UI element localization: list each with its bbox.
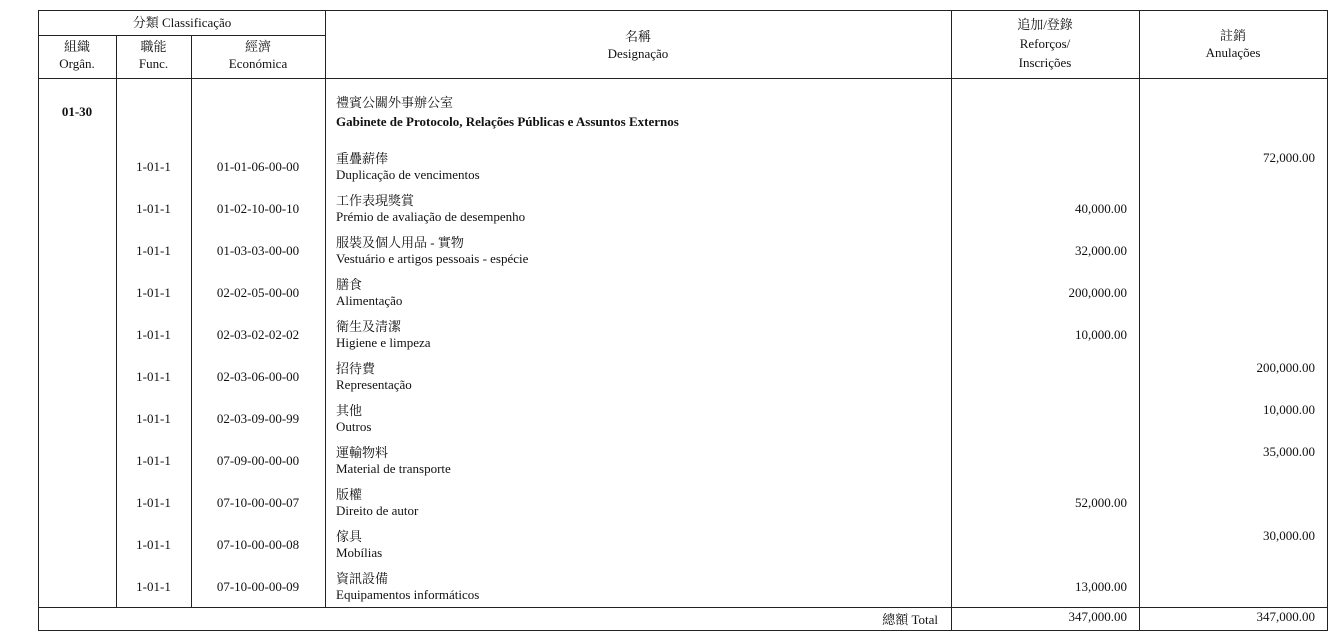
organ-header (38, 38, 116, 72)
econ-code: 07-10-00-00-08 (216, 537, 300, 552)
econ-code: 07-10-00-00-07 (216, 495, 300, 510)
organ-header-pt: Orgân. (59, 56, 95, 71)
reforcos-header-pt2: Inscrições (1018, 55, 1072, 70)
econ-code: 02-03-02-02-02 (216, 327, 300, 342)
anulacoes-header (1139, 27, 1327, 61)
designation-zh: 資訊設備 (336, 571, 389, 586)
func-header-pt: Func. (138, 56, 169, 71)
column-divider (116, 35, 117, 607)
designation-pt: Prémio de avaliação de desempenho (336, 209, 526, 224)
reforco-amount: 32,000.00 (1075, 243, 1127, 258)
reforco-amount: 40,000.00 (1075, 201, 1127, 216)
organ-code: 01-30 (61, 104, 93, 119)
total-label: 總額 Total (882, 612, 938, 627)
designation-zh: 重疊薪俸 (336, 151, 389, 166)
reforcos-header-zh: 追加/登錄 (1017, 17, 1073, 32)
econ-code: 02-03-09-00-99 (216, 411, 300, 426)
designation-pt: Representação (336, 377, 412, 392)
func-code: 1-01-1 (136, 327, 171, 342)
designation-zh: 膳食 (336, 277, 363, 292)
designation-zh: 其他 (336, 403, 363, 418)
organ-name-zh: 禮賓公關外事辦公室 (336, 95, 454, 110)
reforco-amount: 10,000.00 (1075, 327, 1127, 342)
organ-name-pt: Gabinete de Protocolo, Relações Públicas e Assuntos Externos (336, 114, 679, 129)
designation-zh: 衛生及清潔 (336, 319, 402, 334)
reforcos-header-pt1: Reforços/ (1019, 36, 1071, 51)
table-border-top (38, 10, 1328, 11)
designation-header-pt: Designação (607, 46, 669, 61)
designation-header (325, 28, 951, 62)
reforco-amount: 13,000.00 (1075, 579, 1127, 594)
total-reforcos: 347,000.00 (1068, 609, 1127, 624)
header-divider (38, 35, 326, 36)
func-code: 1-01-1 (136, 537, 171, 552)
designation-pt: Mobílias (336, 545, 383, 560)
designation-pt: Alimentação (336, 293, 403, 308)
econ-code: 01-01-06-00-00 (216, 159, 300, 174)
func-code: 1-01-1 (136, 579, 171, 594)
anulacao-amount: 30,000.00 (1263, 528, 1315, 543)
anulacao-amount: 35,000.00 (1263, 444, 1315, 459)
designation-zh: 版權 (336, 487, 363, 502)
designation-zh: 招待費 (336, 361, 376, 376)
column-divider (325, 10, 326, 607)
designation-pt: Vestuário e artigos pessoais - espécie (336, 251, 529, 266)
anulacao-amount: 200,000.00 (1256, 360, 1315, 375)
anulacao-amount: 72,000.00 (1263, 150, 1315, 165)
econ-header-pt: Económica (228, 56, 288, 71)
header-bottom-line (38, 78, 1328, 79)
designation-pt: Duplicação de vencimentos (336, 167, 480, 182)
func-header-zh: 職能 (140, 39, 167, 54)
designation-zh: 工作表現獎賞 (336, 193, 415, 208)
anulacoes-header-pt: Anulações (1205, 45, 1261, 60)
total-top-line (38, 607, 1328, 608)
designation-header-zh: 名稱 (624, 29, 651, 44)
econ-code: 01-03-03-00-00 (216, 243, 300, 258)
reforcos-header (951, 15, 1139, 72)
func-header (116, 38, 191, 72)
table-border-bottom (38, 630, 1328, 631)
organ-header-zh: 組織 (63, 39, 90, 54)
econ-header-zh: 經濟 (244, 39, 271, 54)
econ-code: 01-02-10-00-10 (216, 201, 300, 216)
econ-header (191, 38, 325, 72)
func-code: 1-01-1 (136, 495, 171, 510)
total-anulacoes: 347,000.00 (1256, 609, 1315, 624)
reforco-amount: 200,000.00 (1068, 285, 1127, 300)
designation-zh: 運輸物料 (336, 445, 389, 460)
anulacao-amount: 10,000.00 (1263, 402, 1315, 417)
econ-code: 02-02-05-00-00 (216, 285, 300, 300)
column-divider (951, 10, 952, 631)
func-code: 1-01-1 (136, 285, 171, 300)
econ-code: 07-09-00-00-00 (216, 453, 300, 468)
func-code: 1-01-1 (136, 159, 171, 174)
designation-pt: Outros (336, 419, 372, 434)
designation-zh: 服裝及個人用品 - 實物 (336, 235, 464, 250)
designation-zh: 傢具 (336, 529, 363, 544)
reforco-amount: 52,000.00 (1075, 495, 1127, 510)
designation-pt: Material de transporte (336, 461, 451, 476)
budget-table (38, 10, 1328, 631)
econ-code: 02-03-06-00-00 (216, 369, 300, 384)
func-code: 1-01-1 (136, 453, 171, 468)
econ-code: 07-10-00-00-09 (216, 579, 300, 594)
func-code: 1-01-1 (136, 369, 171, 384)
anulacoes-header-zh: 註銷 (1219, 28, 1246, 43)
func-code: 1-01-1 (136, 201, 171, 216)
designation-pt: Higiene e limpeza (336, 335, 431, 350)
designation-pt: Equipamentos informáticos (336, 587, 480, 602)
designation-pt: Direito de autor (336, 503, 419, 518)
classification-header: 分類 Classificação (132, 15, 232, 30)
func-code: 1-01-1 (136, 411, 171, 426)
func-code: 1-01-1 (136, 243, 171, 258)
column-divider (191, 35, 192, 607)
